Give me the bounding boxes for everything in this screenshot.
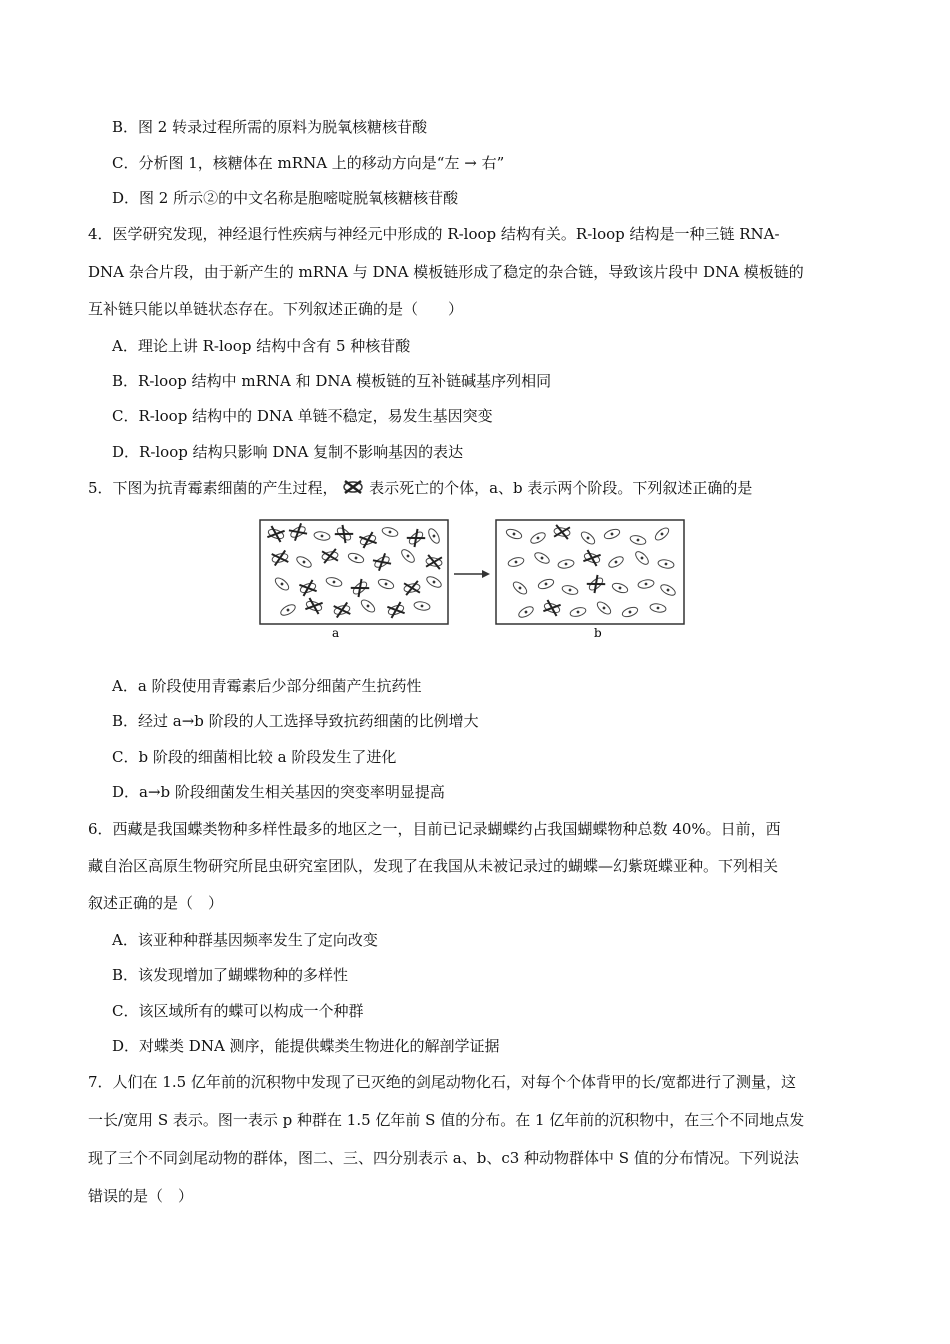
live-bacterium (653, 526, 670, 542)
q6-stem-line-3: 叙述正确的是（ ） (88, 894, 224, 912)
live-bacterium (427, 527, 442, 545)
dead-bacterium (586, 574, 606, 593)
dead-bacterium-icon (342, 479, 364, 495)
q5-option-a: A．a 阶段使用青霉素后少部分细菌产生抗药性 (112, 677, 422, 695)
dead-bacterium (288, 523, 308, 541)
live-bacterium (381, 526, 399, 538)
live-bacterium (649, 603, 666, 614)
live-bacterium (557, 559, 574, 570)
q4-option-d: D．R-loop 结构只影响 DNA 复制不影响基因的表达 (112, 443, 464, 461)
live-bacterium (569, 606, 587, 618)
q4-stem-line-1: 4．医学研究发现，神经退行性疾病与神经元中形成的 R-loop 结构有关。R-loop 结构是一种三链 RNA- (88, 225, 780, 243)
bacteria-figure (258, 518, 688, 643)
q7-stem-line-1: 7．人们在 1.5 亿年前的沉积物中发现了已灭绝的剑尾动物化石，对每个个体背甲的长/宽都进行了测量，这 (88, 1073, 796, 1091)
q5-option-d: D．a→b 阶段细菌发生相关基因的突变率明显提高 (112, 783, 445, 801)
live-bacterium (505, 528, 523, 541)
live-bacterium (637, 579, 654, 590)
live-bacterium (659, 583, 677, 598)
dead-bacterium (304, 598, 323, 615)
q4-stem-line-2: DNA 杂合片段，由于新产生的 mRNA 与 DNA 模板链形成了稳定的杂合链，导致该片段中 DNA 模板链的 (88, 263, 804, 281)
q5-stem-post: 表示死亡的个体，a、b 表示两个阶段。下列叙述正确的是 (369, 479, 753, 497)
q4-option-a: A．理论上讲 R-loop 结构中含有 5 种核苷酸 (112, 337, 411, 355)
q6-option-b: B．该发现增加了蝴蝶物种的多样性 (112, 966, 349, 984)
q4-stem-line-3: 互补链只能以单链状态存在。下列叙述正确的是（ ） (88, 300, 464, 318)
q3-option-c: C．分析图 1，核糖体在 mRNA 上的移动方向是“左 → 右” (112, 154, 505, 172)
dead-bacterium (333, 602, 352, 618)
live-bacterium (621, 606, 639, 619)
q7-stem-line-2: 一长/宽用 S 表示。图一表示 p 种群在 1.5 亿年前 S 值的分布。在 1 亿年前的沉积物中，在三个不同地点发 (88, 1111, 805, 1129)
live-bacterium (273, 576, 290, 592)
live-bacterium (347, 552, 365, 565)
dead-bacterium (553, 525, 571, 540)
live-bacterium (313, 531, 330, 542)
dead-bacterium (582, 550, 601, 567)
live-bacterium (595, 600, 612, 616)
dead-bacterium (386, 602, 405, 619)
live-bacterium (603, 528, 621, 541)
live-bacterium (629, 534, 647, 546)
live-bacterium (400, 548, 417, 565)
live-bacterium (413, 601, 430, 612)
live-bacterium (533, 551, 551, 566)
dead-bacterium (298, 580, 317, 597)
live-bacterium (529, 531, 547, 546)
live-bacterium (561, 584, 579, 596)
live-bacterium (425, 575, 443, 590)
live-bacterium (507, 556, 525, 568)
live-bacterium (611, 582, 629, 595)
q7-stem-line-3: 现了三个不同剑尾动物的群体，图二、三、四分别表示 a、b、c3 种动物群体中 S 值的分布情况。下列说法 (88, 1149, 799, 1167)
dead-bacterium (542, 600, 561, 617)
dead-bacterium (321, 549, 339, 564)
live-bacterium (579, 530, 596, 546)
dead-bacterium (334, 524, 354, 543)
live-bacterium (537, 578, 555, 591)
live-bacterium (634, 550, 651, 567)
q6-option-c: C．该区域所有的蝶可以构成一个种群 (112, 1002, 364, 1020)
live-bacterium (511, 580, 528, 596)
q7-stem-line-4: 错误的是（ ） (88, 1187, 194, 1205)
dead-bacterium (350, 578, 370, 597)
q6-option-a: A．该亚种种群基因频率发生了定向改变 (112, 931, 378, 949)
live-bacterium (377, 578, 395, 591)
panel-b-cells (505, 525, 677, 620)
live-bacterium (325, 576, 343, 588)
q6-option-d: D．对蝶类 DNA 测序，能提供蝶类生物进化的解剖学证据 (112, 1037, 500, 1055)
q6-stem-line-2: 藏自治区高原生物研究所昆虫研究室团队，发现了在我国从未被记录过的蝴蝶—幻紫斑蝶亚种。下列相关 (88, 857, 779, 875)
panel-a-frame (260, 520, 448, 624)
transition-arrow-head (482, 570, 490, 578)
dead-bacterium (425, 555, 443, 570)
q4-option-b: B．R-loop 结构中 mRNA 和 DNA 模板链的互补链碱基序列相同 (112, 372, 552, 390)
q5-stem (88, 478, 752, 498)
live-bacterium (359, 598, 376, 614)
dead-bacterium (372, 553, 392, 571)
q6-stem-line-1: 6．西藏是我国蝶类物种多样性最多的地区之一，目前已记录蝴蝶约占我国蝴蝶物种总数 40%。日前，西 (88, 820, 781, 838)
q5-stem-pre: 5．下图为抗青霉素细菌的产生过程， (88, 479, 338, 497)
live-bacterium (517, 605, 535, 620)
q3-option-d: D．图 2 所示②的中文名称是胞嘧啶脱氧核糖核苷酸 (112, 189, 459, 207)
q5-option-b: B．经过 a→b 阶段的人工选择导致抗药细菌的比例增大 (112, 712, 479, 730)
q3-option-b: B．图 2 转录过程所需的原料为脱氧核糖核苷酸 (112, 118, 428, 136)
panel-a-cells (266, 523, 442, 619)
live-bacterium (295, 555, 313, 570)
dead-bacterium (271, 550, 290, 566)
dead-bacterium (358, 532, 377, 549)
q5-option-c: C．b 阶段的细菌相比较 a 阶段发生了进化 (112, 748, 397, 766)
label-b: b (594, 626, 602, 640)
dead-bacterium (406, 528, 426, 547)
q4-option-c: C．R-loop 结构中的 DNA 单链不稳定，易发生基因突变 (112, 407, 493, 425)
live-bacterium (279, 603, 297, 618)
live-bacterium (657, 559, 674, 570)
live-bacterium (607, 555, 625, 570)
dead-bacterium (403, 581, 421, 596)
label-a: a (332, 626, 340, 640)
dead-bacterium (266, 526, 285, 543)
